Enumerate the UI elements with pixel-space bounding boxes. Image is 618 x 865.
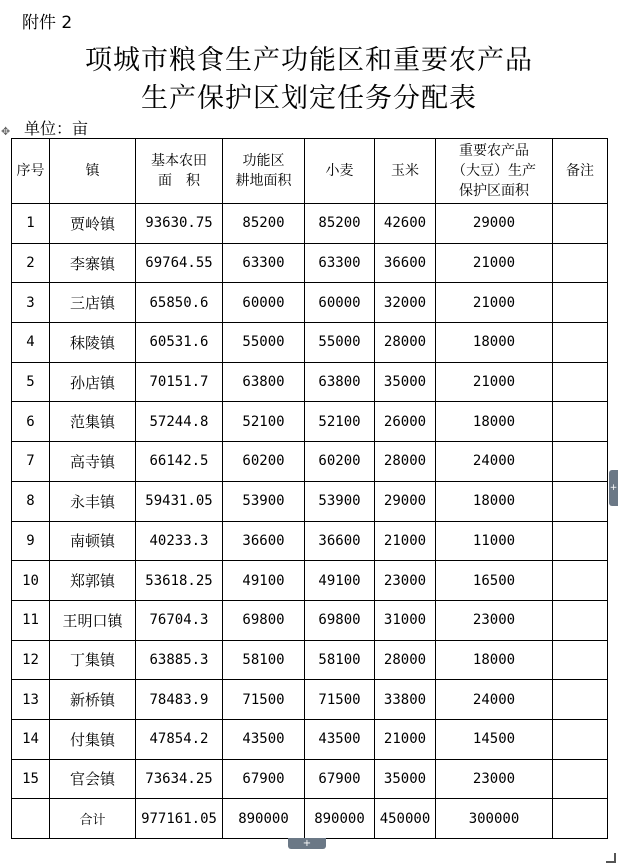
soy-area-cell[interactable]: 18000 <box>436 640 553 680</box>
total-zone-cell[interactable]: 890000 <box>223 799 305 839</box>
corn-area-cell[interactable]: 35000 <box>375 759 436 799</box>
wheat-area-cell[interactable]: 55000 <box>305 323 375 363</box>
soy-area-cell[interactable]: 24000 <box>436 680 553 720</box>
column-header-line: （大豆）生产 <box>452 163 536 179</box>
row-number-cell[interactable]: 12 <box>12 640 50 680</box>
column-header <box>50 139 136 204</box>
corn-area-cell[interactable]: 21000 <box>375 521 436 561</box>
soy-area-cell[interactable]: 16500 <box>436 561 553 601</box>
remark-cell[interactable] <box>553 561 608 601</box>
corn-area-cell[interactable]: 28000 <box>375 442 436 482</box>
row-number-cell[interactable]: 7 <box>12 442 50 482</box>
corn-area-cell[interactable]: 23000 <box>375 561 436 601</box>
zone-area-cell[interactable]: 49100 <box>223 561 305 601</box>
column-header-line: 功能区 <box>242 153 285 169</box>
corn-area-cell[interactable]: 33800 <box>375 680 436 720</box>
zone-area-cell[interactable]: 43500 <box>223 719 305 759</box>
row-number-cell[interactable]: 10 <box>12 561 50 601</box>
row-number-cell[interactable]: 5 <box>12 362 50 402</box>
farmland-area-cell[interactable]: 59431.05 <box>136 481 223 521</box>
zone-area-cell[interactable]: 69800 <box>223 600 305 640</box>
farmland-area-cell[interactable]: 60531.6 <box>136 323 223 363</box>
town-name-cell[interactable]: 秣陵镇 <box>50 323 136 363</box>
corn-area-cell[interactable]: 32000 <box>375 283 436 323</box>
column-header-line: 耕地面积 <box>235 173 292 189</box>
total-blank-cell[interactable] <box>12 799 50 839</box>
zone-area-cell[interactable]: 63300 <box>223 243 305 283</box>
corn-area-cell[interactable]: 29000 <box>375 481 436 521</box>
corn-area-cell[interactable]: 26000 <box>375 402 436 442</box>
column-header <box>223 139 305 204</box>
table-row <box>12 243 608 283</box>
wheat-area-cell[interactable]: 63300 <box>305 243 375 283</box>
wheat-area-cell[interactable]: 53900 <box>305 481 375 521</box>
farmland-area-cell[interactable]: 47854.2 <box>136 719 223 759</box>
zone-area-cell[interactable]: 71500 <box>223 680 305 720</box>
title-line-1: 项城市粮食生产功能区和重要农产品 <box>85 45 533 76</box>
farmland-area-cell[interactable]: 73634.25 <box>136 759 223 799</box>
attachment-label: 附件 2 <box>22 13 73 33</box>
corn-area-cell[interactable]: 21000 <box>375 719 436 759</box>
remark-cell[interactable] <box>553 442 608 482</box>
wheat-area-cell[interactable]: 71500 <box>305 680 375 720</box>
table-row <box>12 204 608 244</box>
column-header-line: 玉米 <box>391 163 419 179</box>
remark-cell[interactable] <box>553 521 608 561</box>
wheat-area-cell[interactable]: 69800 <box>305 600 375 640</box>
soy-area-cell[interactable]: 14500 <box>436 719 553 759</box>
column-header <box>436 139 553 204</box>
soy-area-cell[interactable]: 24000 <box>436 442 553 482</box>
town-name-cell[interactable]: 丁集镇 <box>50 640 136 680</box>
corn-area-cell[interactable]: 35000 <box>375 362 436 402</box>
total-farmland-cell[interactable]: 977161.05 <box>136 799 223 839</box>
farmland-area-cell[interactable]: 66142.5 <box>136 442 223 482</box>
column-header-line: 序号 <box>16 163 45 179</box>
row-number-cell[interactable]: 4 <box>12 323 50 363</box>
row-number-cell[interactable]: 13 <box>12 680 50 720</box>
wheat-area-cell[interactable]: 60000 <box>305 283 375 323</box>
zone-area-cell[interactable]: 58100 <box>223 640 305 680</box>
zone-area-cell[interactable]: 53900 <box>223 481 305 521</box>
wheat-area-cell[interactable]: 63800 <box>305 362 375 402</box>
farmland-area-cell[interactable]: 40233.3 <box>136 521 223 561</box>
town-name-cell[interactable]: 贾岭镇 <box>50 204 136 244</box>
total-corn-cell[interactable]: 450000 <box>375 799 436 839</box>
table-header-row <box>12 139 608 204</box>
add-row-button[interactable]: + <box>288 838 326 849</box>
town-name-cell[interactable]: 孙店镇 <box>50 362 136 402</box>
town-name-cell[interactable]: 李寨镇 <box>50 243 136 283</box>
table-row <box>12 402 608 442</box>
remark-cell[interactable] <box>553 600 608 640</box>
table-row <box>12 283 608 323</box>
town-name-cell[interactable]: 永丰镇 <box>50 481 136 521</box>
total-soy-cell[interactable]: 300000 <box>436 799 553 839</box>
table-move-handle-icon[interactable]: ✥ <box>1 125 11 138</box>
zone-area-cell[interactable]: 85200 <box>223 204 305 244</box>
column-header-line: 小麦 <box>325 163 354 179</box>
unit-label: 单位：亩 <box>24 119 89 138</box>
soy-area-cell[interactable]: 21000 <box>436 243 553 283</box>
table-row <box>12 442 608 482</box>
town-name-cell[interactable]: 郑郭镇 <box>50 561 136 601</box>
corn-area-cell[interactable]: 28000 <box>375 640 436 680</box>
remark-cell[interactable] <box>553 759 608 799</box>
zone-area-cell[interactable]: 36600 <box>223 521 305 561</box>
remark-cell[interactable] <box>553 402 608 442</box>
wheat-area-cell[interactable]: 67900 <box>305 759 375 799</box>
allocation-table <box>11 138 608 839</box>
total-wheat-cell[interactable]: 890000 <box>305 799 375 839</box>
wheat-area-cell[interactable]: 52100 <box>305 402 375 442</box>
column-header <box>136 139 223 204</box>
zone-area-cell[interactable]: 67900 <box>223 759 305 799</box>
soy-area-cell[interactable]: 11000 <box>436 521 553 561</box>
table-row <box>12 600 608 640</box>
wheat-area-cell[interactable]: 36600 <box>305 521 375 561</box>
row-number-cell[interactable]: 9 <box>12 521 50 561</box>
remark-cell[interactable] <box>553 719 608 759</box>
column-header-line: 保护区面积 <box>459 183 529 199</box>
remark-cell[interactable] <box>553 204 608 244</box>
corn-area-cell[interactable]: 36600 <box>375 243 436 283</box>
farmland-area-cell[interactable]: 93630.75 <box>136 204 223 244</box>
farmland-area-cell[interactable]: 53618.25 <box>136 561 223 601</box>
zone-area-cell[interactable]: 63800 <box>223 362 305 402</box>
remark-cell[interactable] <box>553 640 608 680</box>
remark-cell[interactable] <box>553 283 608 323</box>
table-row <box>12 362 608 402</box>
farmland-area-cell[interactable]: 63885.3 <box>136 640 223 680</box>
zone-area-cell[interactable]: 52100 <box>223 402 305 442</box>
remark-cell[interactable] <box>553 243 608 283</box>
zone-area-cell[interactable]: 60000 <box>223 283 305 323</box>
farmland-area-cell[interactable]: 78483.9 <box>136 680 223 720</box>
farmland-area-cell[interactable]: 69764.55 <box>136 243 223 283</box>
column-header-line: 重要农产品 <box>459 143 529 159</box>
soy-area-cell[interactable]: 29000 <box>436 204 553 244</box>
soy-area-cell[interactable]: 18000 <box>436 402 553 442</box>
town-name-cell[interactable]: 三店镇 <box>50 283 136 323</box>
row-number-cell[interactable]: 14 <box>12 719 50 759</box>
row-number-cell[interactable]: 3 <box>12 283 50 323</box>
remark-cell[interactable] <box>553 481 608 521</box>
table-row <box>12 759 608 799</box>
table-row <box>12 719 608 759</box>
row-number-cell[interactable]: 6 <box>12 402 50 442</box>
corn-area-cell[interactable]: 28000 <box>375 323 436 363</box>
column-header-line: 基本农田 <box>151 153 207 169</box>
table-row <box>12 323 608 363</box>
wheat-area-cell[interactable]: 49100 <box>305 561 375 601</box>
column-header-line: 镇 <box>85 163 100 179</box>
zone-area-cell[interactable]: 55000 <box>223 323 305 363</box>
corn-area-cell[interactable]: 42600 <box>375 204 436 244</box>
soy-area-cell[interactable]: 21000 <box>436 362 553 402</box>
soy-area-cell[interactable]: 18000 <box>436 323 553 363</box>
soy-area-cell[interactable]: 23000 <box>436 759 553 799</box>
farmland-area-cell[interactable]: 65850.6 <box>136 283 223 323</box>
row-number-cell[interactable]: 2 <box>12 243 50 283</box>
town-name-cell[interactable]: 王明口镇 <box>50 600 136 640</box>
table-row <box>12 640 608 680</box>
remark-cell[interactable] <box>553 323 608 363</box>
table-row <box>12 680 608 720</box>
zone-area-cell[interactable]: 60200 <box>223 442 305 482</box>
row-number-cell[interactable]: 1 <box>12 204 50 244</box>
table-row <box>12 521 608 561</box>
row-number-cell[interactable]: 8 <box>12 481 50 521</box>
column-header-line: 面 积 <box>158 173 200 189</box>
soy-area-cell[interactable]: 21000 <box>436 283 553 323</box>
total-label-cell[interactable]: 合计 <box>50 799 136 839</box>
farmland-area-cell[interactable]: 57244.8 <box>136 402 223 442</box>
wheat-area-cell[interactable]: 85200 <box>305 204 375 244</box>
town-name-cell[interactable]: 新桥镇 <box>50 680 136 720</box>
wheat-area-cell[interactable]: 58100 <box>305 640 375 680</box>
soy-area-cell[interactable]: 18000 <box>436 481 553 521</box>
town-name-cell[interactable]: 高寺镇 <box>50 442 136 482</box>
column-header <box>12 139 50 204</box>
soy-area-cell[interactable]: 23000 <box>436 600 553 640</box>
add-column-button[interactable]: + <box>609 470 618 506</box>
remark-cell[interactable] <box>553 362 608 402</box>
farmland-area-cell[interactable]: 70151.7 <box>136 362 223 402</box>
column-header-line: 备注 <box>566 163 594 179</box>
title-line-2: 生产保护区划定任务分配表 <box>141 83 477 114</box>
town-name-cell[interactable]: 范集镇 <box>50 402 136 442</box>
town-name-cell[interactable]: 南顿镇 <box>50 521 136 561</box>
column-header <box>553 139 608 204</box>
table-row <box>12 481 608 521</box>
table-row <box>12 561 608 601</box>
corn-area-cell[interactable]: 31000 <box>375 600 436 640</box>
total-note-cell[interactable] <box>553 799 608 839</box>
resize-corner-handle[interactable] <box>606 853 616 863</box>
row-number-cell[interactable]: 15 <box>12 759 50 799</box>
town-name-cell[interactable]: 官会镇 <box>50 759 136 799</box>
column-header <box>305 139 375 204</box>
total-row <box>12 799 608 839</box>
row-number-cell[interactable]: 11 <box>12 600 50 640</box>
town-name-cell[interactable]: 付集镇 <box>50 719 136 759</box>
column-header <box>375 139 436 204</box>
farmland-area-cell[interactable]: 76704.3 <box>136 600 223 640</box>
wheat-area-cell[interactable]: 60200 <box>305 442 375 482</box>
remark-cell[interactable] <box>553 680 608 720</box>
wheat-area-cell[interactable]: 43500 <box>305 719 375 759</box>
